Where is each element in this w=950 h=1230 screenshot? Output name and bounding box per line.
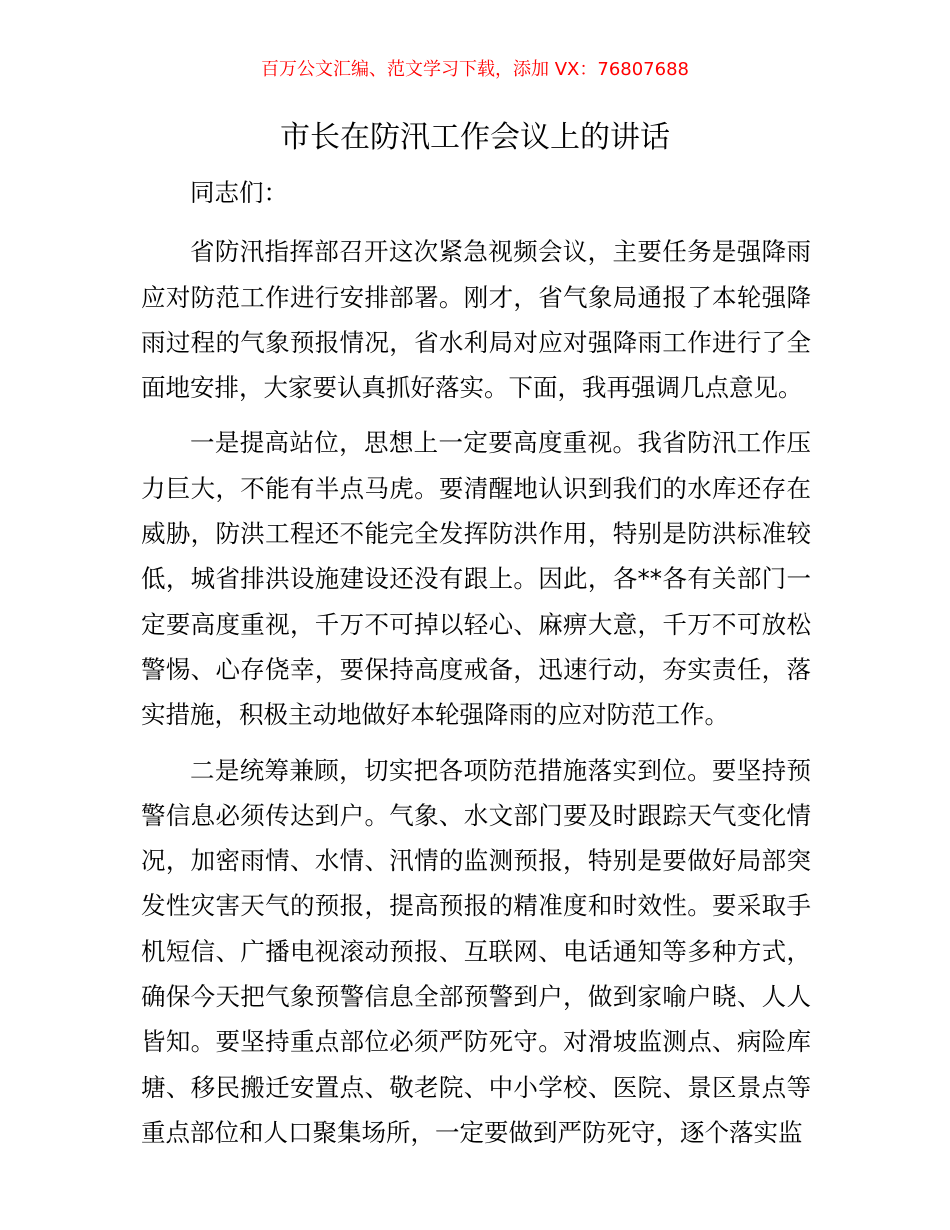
paragraph-point-one: 一是提高站位，思想上一定要高度重视。我省防汛工作压力巨大，不能有半点马虎。要清醒地认识到我们的水库还存在威胁，防洪工程还不能完全发挥防洪作用，特别是防洪标准较低，城省排洪设施建设还没有跟上。因此，各**各有关部门一定要高度重视，千万不可掉以轻心、麻痹大意，千万不可放松警惕、心存侥幸，要保持高度戒备，迅速行动，夯实责任，落实措施，积极主动地做好本轮强降雨的应对防范工作。 xyxy=(141,428,811,730)
document-title: 市长在防汛工作会议上的讲话 xyxy=(280,120,670,155)
paragraph-point-two: 二是统筹兼顾，切实把各项防范措施落实到位。要坚持预警信息必须传达到户。气象、水文部门要及时跟踪天气变化情况，加密雨情、水情、汛情的监测预报，特别是要做好局部突发性灾害天气的预报，提高预报的精准度和时效性。要采取手机短信、广播电视滚动预报、互联网、电话通知等多种方式，确保今天把气象预警信息全部预警到户，做到家喻户晓、人人皆知。要坚持重点部位必须严防死守。对滑坡监测点、病险库塘、移民搬迁安置点、敬老院、中小学校、医院、景区景点等重点部位和人口聚集场所，一定要做到严防死守，逐个落实监 xyxy=(141,755,811,1147)
salutation: 同志们： xyxy=(190,178,288,207)
watermark-header: 百万公文汇编、范文学习下载，添加 VX：76807688 xyxy=(261,59,689,80)
document-body xyxy=(141,170,811,1165)
paragraph-intro: 省防汛指挥部召开这次紧急视频会议，主要任务是强降雨应对防范工作进行安排部署。刚才，省气象局通报了本轮强降雨过程的气象预报情况，省水利局对应对强降雨工作进行了全面地安排，大家要认真抓好落实。下面，我再强调几点意见。 xyxy=(141,237,811,403)
